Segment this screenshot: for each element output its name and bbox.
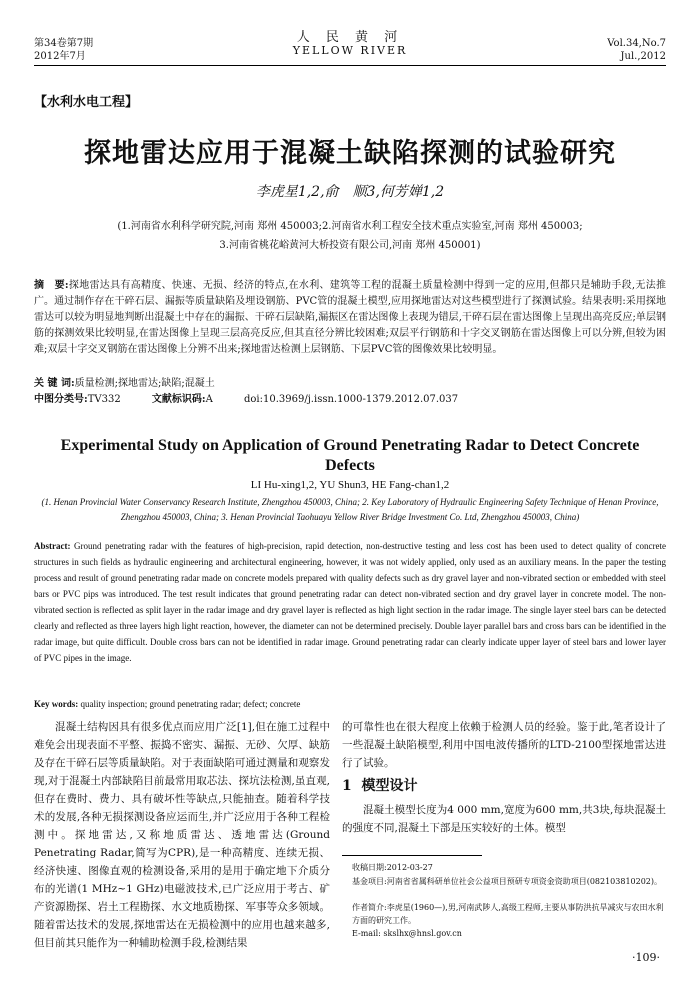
clc-number: 中图分类号:TV332 [34, 394, 121, 405]
abstract-cn-text: 探地雷达具有高精度、快速、无损、经济的特点,在水利、建筑等工程的混凝土质量检测中得到一定的应用,但都只是辅助手段,无法推广。通过制作存在干碎石层、漏振等质量缺陷及埋设钢筋、PVC管的混凝土模型,应用探地雷达对这些模型进行了探测试验。结果表明:采用探地雷达可以较为明显地判断出混凝土中存在的漏振、干碎石层缺陷,漏振区在雷达图像上表现为错层,干碎石层在雷达图像上呈现出高亮反应;单层钢筋的探测效果比较明显,在雷达图像上呈现三层高亮反应,但其直径分辨比较困难;双层平行钢筋和十字交叉钢筋在雷达图像上可以分辨,但较为困难;双层十字交叉钢筋在雷达图像上分辨不出来;探地雷达检测上层钢筋、下层PVC管的图像效果比较明显。 [34, 280, 666, 355]
date-cn: 2012年7月 [34, 51, 86, 62]
section-paragraph: 混凝土模型长度为4 000 mm,宽度为600 mm,共3块,每块混凝土的强度不同,混凝土下部是压实较好的土体。模型 [342, 804, 666, 834]
journal-en: YELLOW RIVER [292, 44, 408, 57]
document-code: 文献标识码:A [151, 394, 213, 405]
section-heading [342, 775, 418, 795]
doi: doi:10.3969/j.issn.1000-1379.2012.07.037 [244, 394, 459, 405]
keywords-cn-label: 关 键 词: [34, 378, 75, 389]
authors-en: LI Hu-xing1,2, YU Shun3, HE Fang-chan1,2 [250, 479, 450, 491]
header-right [607, 37, 666, 63]
page-number: ·109· [632, 951, 660, 964]
keywords-cn [34, 374, 215, 389]
volume-en: Vol.34,No.7 [607, 38, 666, 49]
affiliations-en: (1. Henan Provincial Water Conservancy Research Institute, Zhengzhou 450003, China; 2. Key Laboratory of Hydraulic Engineering Safety Technique of Henan Province, Zhengzhou 450003, China; 3. Henan Provincial Taohuayu Yellow River Bridge Investment Co. Ltd, Zhengzhou 450003, China) [41, 497, 659, 522]
affiliations-cn [60, 217, 640, 255]
abstract-en-label: Abstract: [34, 541, 71, 551]
category-label: 【水利水电工程】 [34, 95, 139, 110]
keywords-en [34, 699, 300, 709]
abstract-cn [34, 278, 666, 358]
header-rule [34, 65, 666, 66]
body-text-left: 混凝土结构因具有很多优点而应用广泛[1],但在施工过程中难免会出现表面不平整、振捣不密实、漏振、无砂、欠厚、缺筋及存在干碎石层等质量缺陷。对于表面缺陷可通过测量和观察发现,对于混凝土内部缺陷目前最常用取芯法、探坑法检测,虽直观,但存在费时、费力、具有破坏性等缺点,只能抽查。随着科学技术的发展,各种无损探测设备应运而生,并广泛应用于各种工程检测中。探地雷达,又称地质雷达、透地雷达(Ground Penetrating Radar,简写为CPR),是一种高精度、连续无损、经济快速、图像直观的检测设备,采用的是用于确定地下介质分布的光谱(1 MHz~1 GHz)电磁波技术,已广泛应用于考古、矿产资源勘探、岩土工程勘探、水文地质勘探、军事等众多领域。随着雷达技术的发展,探地雷达在无损检测中的应用也越来越多,但目前其只能作为一种辅助检测手段,检测结果 [34, 721, 330, 949]
abstract-cn-label: 摘 要: [34, 280, 69, 291]
volume-cn: 第34卷第7期 [34, 38, 94, 49]
classification-line [34, 390, 486, 405]
footnote-received: 收稿日期:2012-03-27 [352, 863, 433, 872]
title-en: Experimental Study on Application of Ground Penetrating Radar to Detect Concrete Defects [60, 437, 640, 474]
footnote-email: E-mail: skslhx@hnsl.gov.cn [352, 929, 462, 938]
footnote-author: 作者简介:李虎星(1960—),男,河南武陟人,高级工程师,主要从事防洪抗旱减灾与农田水利方面的研究工作。 [352, 903, 664, 925]
keywords-en-text: quality inspection; ground penetrating radar; defect; concrete [80, 699, 301, 709]
paragraph: 的可靠性也在很大程度上依赖于检测人员的经验。鉴于此,笔者设计了一些混凝土缺陷模型,利用中国电波传播所的LTD-2100型探地雷达进行了试验。 [342, 721, 666, 769]
affiliation-line: 3.河南省桃花峪黄河大桥投资有限公司,河南 郑州 450001) [219, 240, 481, 251]
title-cn: 探地雷达应用于混凝土缺陷探测的试验研究 [84, 138, 616, 169]
section-title: 模型设计 [361, 778, 418, 794]
keywords-en-label: Key words: [34, 699, 79, 709]
abstract-en [34, 538, 666, 666]
keywords-cn-text: 质量检测;探地雷达;缺陷;混凝土 [74, 378, 215, 389]
date-en: Jul.,2012 [620, 51, 666, 62]
affiliation-line: (1.河南省水利科学研究院,河南 郑州 450003;2.河南省水利工程安全技术重点实验室,河南 郑州 450003; [117, 221, 583, 232]
abstract-en-text: Ground penetrating radar with the features of high-precision, rapid detection, non-destructive testing and less cost has been used to detect quality of concrete structures in such fields as hydraulic engineering and architectural engineering, however, it was not widely applied, only used as an auxiliary means. In the paper the testing process and result of ground penetrating radar made on concrete models prepared with quality defects such as dry gravel layer and non-vibrated section or embedded with steel bars or PVC pips was introduced. The test result indicates that ground penetrating radar can detect non-vibrated section and dry gravel layer in concrete model. The non-vibrated section is reflected as split layer in the radar image and dry gravel layer is reflected as high light section in the radar image. The single layer steel bars can be detected clearly and reflected as three layers high light reaction, however, the diameter can not be determined precisely. Double layer parallel bars and cross bars can be identified in the radar image, but quite difficult. Double cross bars can not be identified in radar image. Ground penetrating radar can clearly indicate upper layer of steel bars and lower layer of PVC pipes in the image. [34, 541, 667, 663]
footnote-rule [342, 855, 482, 856]
section-number: 1 [342, 778, 352, 794]
authors-cn: 李虎星1,2,俞 顺3,何芳婵1,2 [255, 184, 445, 200]
body-text-right [342, 718, 666, 772]
header-center [0, 31, 700, 57]
journal-cn: 人 民 黄 河 [296, 30, 404, 45]
footnote-fund: 基金项目:河南省省属科研单位社会公益项目预研专项资金资助项目(082103810202)。 [352, 877, 663, 886]
